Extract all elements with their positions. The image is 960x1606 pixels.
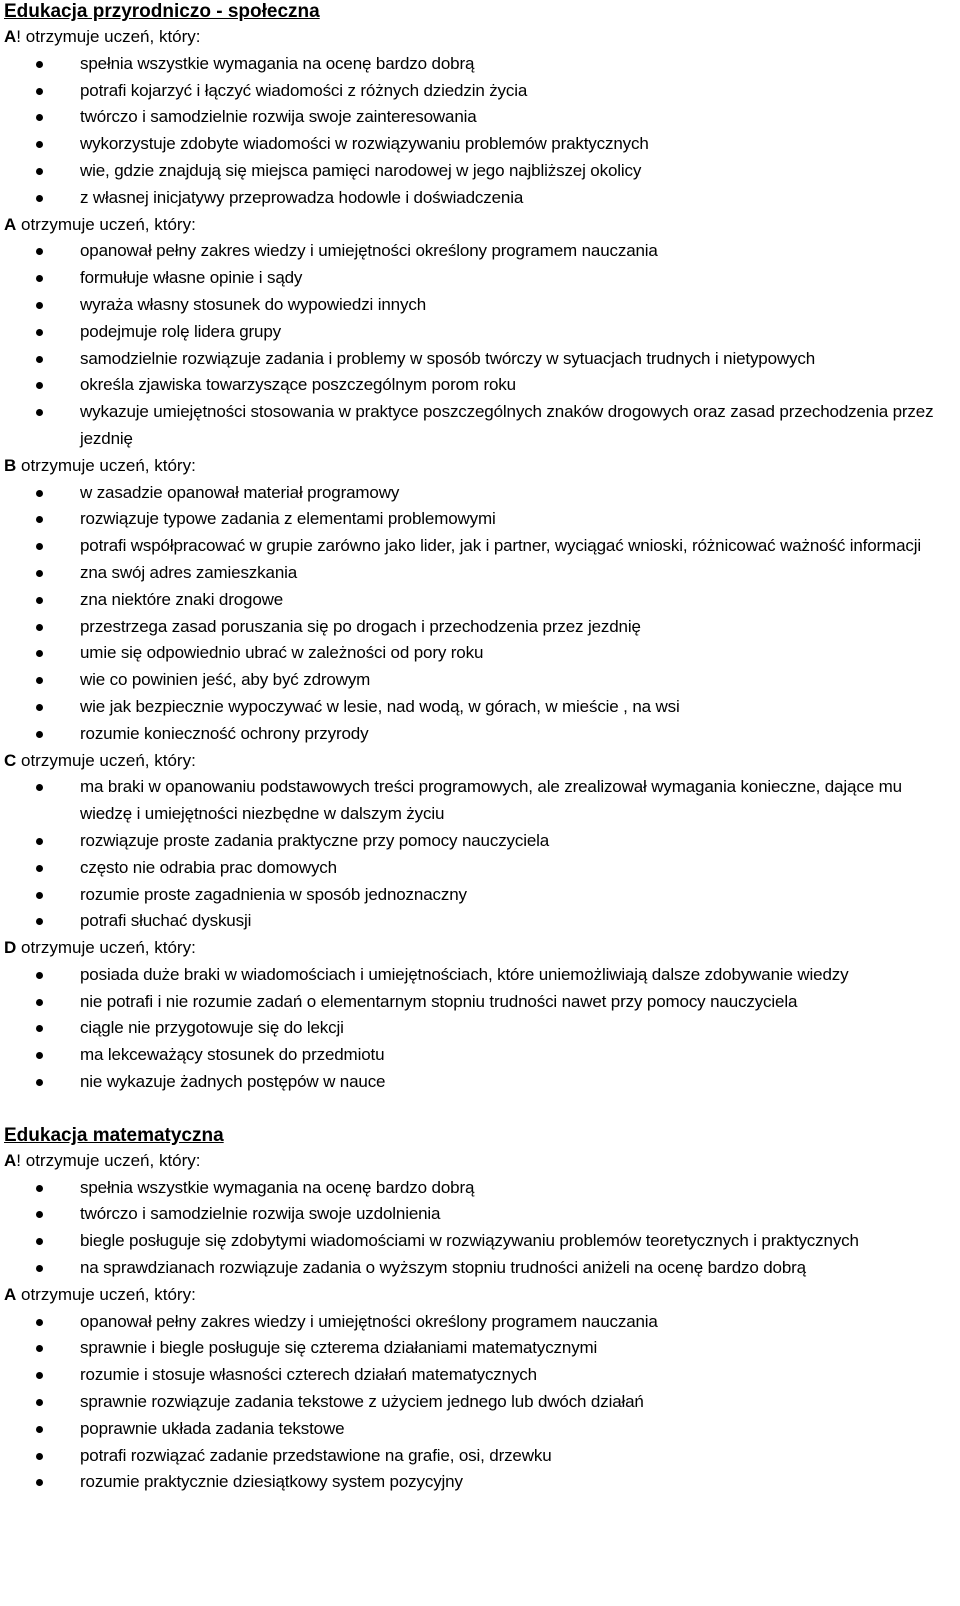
list-item: [4, 560, 956, 587]
bullet-icon: [36, 677, 43, 684]
list-item: [4, 372, 956, 399]
requirements-list: [4, 238, 956, 452]
list-item: [4, 185, 956, 212]
list-item: [4, 158, 956, 185]
list-item: [4, 614, 956, 641]
grade-letter: A: [4, 1150, 17, 1170]
bullet-icon: [36, 1025, 43, 1032]
list-item: [4, 1389, 956, 1416]
bullet-icon: [36, 516, 43, 523]
list-item: [4, 1335, 956, 1362]
bullet-icon: [36, 329, 43, 336]
list-item: [4, 855, 956, 882]
bullet-icon: [36, 624, 43, 631]
list-item-text: potrafi rozwiązać zadanie przedstawione na grafie, osi, drzewku: [80, 1445, 552, 1465]
list-item-text: rozumie praktycznie dziesiątkowy system pozycyjny: [80, 1472, 463, 1492]
list-item: [4, 346, 956, 373]
section-title: Edukacja przyrodniczo - społeczna: [4, 1, 320, 22]
bullet-icon: [36, 114, 43, 121]
list-item: [4, 51, 956, 78]
grade-letter: A: [4, 27, 17, 46]
list-item: [4, 1255, 956, 1282]
list-item-text: rozwiązuje proste zadania praktyczne przy pomocy nauczyciela: [80, 830, 550, 850]
bullet-icon: [36, 248, 43, 255]
list-item-text: sprawnie i biegle posługuje się czterema działaniami matematycznymi: [80, 1338, 598, 1358]
bullet-icon: [36, 61, 43, 68]
list-item-text: nie potrafi i nie rozumie zadań o elementarnym stopniu trudności nawet przy pomocy nauczyciela: [80, 991, 798, 1011]
list-item-text: samodzielnie rozwiązuje zadania i problemy w sposób twórczy w sytuacjach trudnych i nietypowych: [80, 348, 816, 368]
list-item-text: posiada duże braki w wiadomościach i umiejętnościach, które uniemożliwiają dalsze zdobywanie wiedzy: [80, 964, 849, 984]
bullet-icon: [36, 168, 43, 175]
grade-letter: A: [4, 1284, 17, 1304]
list-item-text: rozumie proste zagadnienia w sposób jednoznaczny: [80, 884, 467, 904]
bullet-icon: [36, 865, 43, 872]
grade-heading: [4, 1282, 956, 1309]
grade-mark: !: [16, 1150, 22, 1170]
bullet-icon: [36, 597, 43, 604]
list-item: [4, 774, 956, 828]
list-item: [4, 1069, 956, 1096]
list-item: [4, 828, 956, 855]
grade-letter: C: [4, 750, 17, 770]
list-item-text: nie wykazuje żadnych postępów w nauce: [80, 1072, 386, 1092]
grade-heading: [4, 1148, 956, 1175]
list-item: [4, 694, 956, 721]
list-item-text: ma lekceważący stosunek do przedmiotu: [80, 1045, 385, 1065]
bullet-icon: [36, 1211, 43, 1218]
list-item: [4, 1042, 956, 1069]
bullet-icon: [36, 356, 43, 363]
bullet-icon: [36, 141, 43, 148]
list-item: [4, 1201, 956, 1228]
bullet-icon: [36, 1185, 43, 1192]
list-item: [4, 399, 956, 453]
list-item: [4, 1228, 956, 1255]
list-item: [4, 1309, 956, 1336]
list-item-text: na sprawdzianach rozwiązuje zadania o wyższym stopniu trudności aniżeli na ocenę bardzo dobrą: [80, 1258, 806, 1278]
list-item-text: twórczo i samodzielnie rozwija swoje zainteresowania: [80, 107, 477, 127]
bullet-icon: [36, 409, 43, 416]
list-item: [4, 1469, 956, 1496]
list-item: [4, 480, 956, 507]
list-item-text: podejmuje rolę lidera grupy: [80, 321, 282, 341]
list-item: [4, 989, 956, 1016]
list-item: [4, 78, 956, 105]
grade-letter: A: [4, 214, 17, 234]
list-item-text: wyraża własny stosunek do wypowiedzi innych: [80, 294, 426, 314]
grade-heading: [4, 453, 956, 480]
bullet-icon: [36, 570, 43, 577]
grade-label: otrzymuje uczeń, który:: [16, 214, 196, 234]
bullet-icon: [36, 838, 43, 845]
bullet-icon: [36, 88, 43, 95]
list-item: [4, 587, 956, 614]
bullet-icon: [36, 382, 43, 389]
requirements-list: [4, 51, 956, 212]
grade-label: otrzymuje uczeń, który:: [16, 938, 196, 958]
bullet-icon: [36, 704, 43, 711]
list-item-text: opanował pełny zakres wiedzy i umiejętności określony programem nauczania: [80, 1311, 658, 1331]
bullet-icon: [36, 1453, 43, 1460]
list-item-text: opanował pełny zakres wiedzy i umiejętności określony programem nauczania: [80, 241, 658, 261]
list-item-text: spełnia wszystkie wymagania na ocenę bardzo dobrą: [80, 53, 475, 73]
grade-heading: [4, 24, 956, 51]
grade-label: otrzymuje uczeń, który:: [16, 750, 196, 770]
list-item: [4, 962, 956, 989]
list-item: [4, 1015, 956, 1042]
list-item-text: umie się odpowiednio ubrać w zależności od pory roku: [80, 643, 484, 663]
requirements-list: [4, 480, 956, 748]
bullet-icon: [36, 892, 43, 899]
requirements-list: [4, 774, 956, 935]
list-item-text: spełnia wszystkie wymagania na ocenę bardzo dobrą: [80, 1177, 475, 1197]
bullet-icon: [36, 1479, 43, 1486]
bullet-icon: [36, 1319, 43, 1326]
list-item-text: potrafi współpracować w grupie zarówno jako lider, jak i partner, wyciągać wnioski, różnicować ważność informacji: [80, 536, 921, 556]
bullet-icon: [36, 731, 43, 738]
list-item-text: biegle posługuje się zdobytymi wiadomościami w rozwiązywaniu problemów teoretycznych i praktycznych: [80, 1231, 859, 1251]
list-item-text: z własnej inicjatywy przeprowadza hodowle i doświadczenia: [80, 187, 524, 207]
list-item-text: wie co powinien jeść, aby być zdrowym: [80, 670, 371, 690]
requirements-list: [4, 962, 956, 1096]
list-item: [4, 292, 956, 319]
bullet-icon: [36, 1345, 43, 1352]
grade-mark: !: [16, 27, 22, 46]
list-item-text: rozwiązuje typowe zadania z elementami problemowymi: [80, 509, 496, 529]
list-item-text: twórczo i samodzielnie rozwija swoje uzdolnienia: [80, 1204, 441, 1224]
list-item-text: rozumie i stosuje własności czterech działań matematycznych: [80, 1365, 537, 1385]
list-item: [4, 640, 956, 667]
grade-heading: [4, 935, 956, 962]
section-title: Edukacja matematyczna: [4, 1124, 224, 1146]
bullet-icon: [36, 1052, 43, 1059]
grade-label: otrzymuje uczeń, który:: [16, 1284, 196, 1304]
list-item: [4, 667, 956, 694]
list-item: [4, 319, 956, 346]
list-item: [4, 104, 956, 131]
list-item-text: wie jak bezpiecznie wypoczywać w lesie, nad wodą, w górach, w mieście , na wsi: [80, 696, 680, 716]
document-page: [4, 0, 956, 1496]
list-item: [4, 131, 956, 158]
list-item-text: sprawnie rozwiązuje zadania tekstowe z użyciem jednego lub dwóch działań: [80, 1392, 644, 1412]
bullet-icon: [36, 275, 43, 282]
bullet-icon: [36, 999, 43, 1006]
list-item: [4, 908, 956, 935]
list-item: [4, 721, 956, 748]
list-item: [4, 1362, 956, 1389]
bullet-icon: [36, 784, 43, 791]
bullet-icon: [36, 490, 43, 497]
grade-letter: B: [4, 455, 17, 475]
list-item-text: potrafi słuchać dyskusji: [80, 911, 252, 931]
list-item: [4, 265, 956, 292]
requirements-list: [4, 1175, 956, 1282]
list-item: [4, 882, 956, 909]
list-item: [4, 533, 956, 560]
bullet-icon: [36, 918, 43, 925]
list-item-text: zna swój adres zamieszkania: [80, 562, 298, 582]
bullet-icon: [36, 650, 43, 657]
list-item: [4, 506, 956, 533]
list-item-text: wykorzystuje zdobyte wiadomości w rozwiązywaniu problemów praktycznych: [80, 134, 649, 154]
grade-label: otrzymuje uczeń, który:: [21, 27, 201, 46]
list-item-text: ciągle nie przygotowuje się do lekcji: [80, 1018, 344, 1038]
bullet-icon: [36, 1399, 43, 1406]
list-item-text: przestrzega zasad poruszania się po drogach i przechodzenia przez jezdnię: [80, 616, 641, 636]
bullet-icon: [36, 1079, 43, 1086]
list-item-text: często nie odrabia prac domowych: [80, 857, 337, 877]
bullet-icon: [36, 1238, 43, 1245]
bullet-icon: [36, 1372, 43, 1379]
list-item-text: określa zjawiska towarzyszące poszczególnym porom roku: [80, 375, 516, 395]
list-item-text: ma braki w opanowaniu podstawowych treści programowych, ale zrealizował wymagania konieczne, dające mu wiedzę i umiejętności niezbędne w dalszym życiu: [80, 777, 902, 824]
list-item: [4, 1175, 956, 1202]
list-item: [4, 1416, 956, 1443]
bullet-icon: [36, 1265, 43, 1272]
bullet-icon: [36, 972, 43, 979]
list-item-text: poprawnie układa zadania tekstowe: [80, 1418, 345, 1438]
bullet-icon: [36, 302, 43, 309]
list-item-text: rozumie konieczność ochrony przyrody: [80, 723, 369, 743]
grade-label: otrzymuje uczeń, który:: [21, 1150, 201, 1170]
bullet-icon: [36, 543, 43, 550]
grade-label: otrzymuje uczeń, który:: [16, 455, 196, 475]
grade-letter: D: [4, 938, 17, 958]
list-item-text: potrafi kojarzyć i łączyć wiadomości z różnych dziedzin życia: [80, 80, 528, 100]
list-item: [4, 1443, 956, 1470]
list-item-text: wie, gdzie znajdują się miejsca pamięci narodowej w jego najbliższej okolicy: [80, 160, 642, 180]
bullet-icon: [36, 1426, 43, 1433]
grade-heading: [4, 748, 956, 775]
list-item-text: w zasadzie opanował materiał programowy: [80, 482, 400, 502]
requirements-list: [4, 1309, 956, 1497]
list-item-text: wykazuje umiejętności stosowania w praktyce poszczególnych znaków drogowych oraz zasad przechodzenia przez jezdnię: [80, 402, 934, 448]
grade-heading: [4, 212, 956, 239]
bullet-icon: [36, 195, 43, 202]
list-item-text: zna niektóre znaki drogowe: [80, 589, 284, 609]
list-item: [4, 238, 956, 265]
list-item-text: formułuje własne opinie i sądy: [80, 268, 303, 288]
